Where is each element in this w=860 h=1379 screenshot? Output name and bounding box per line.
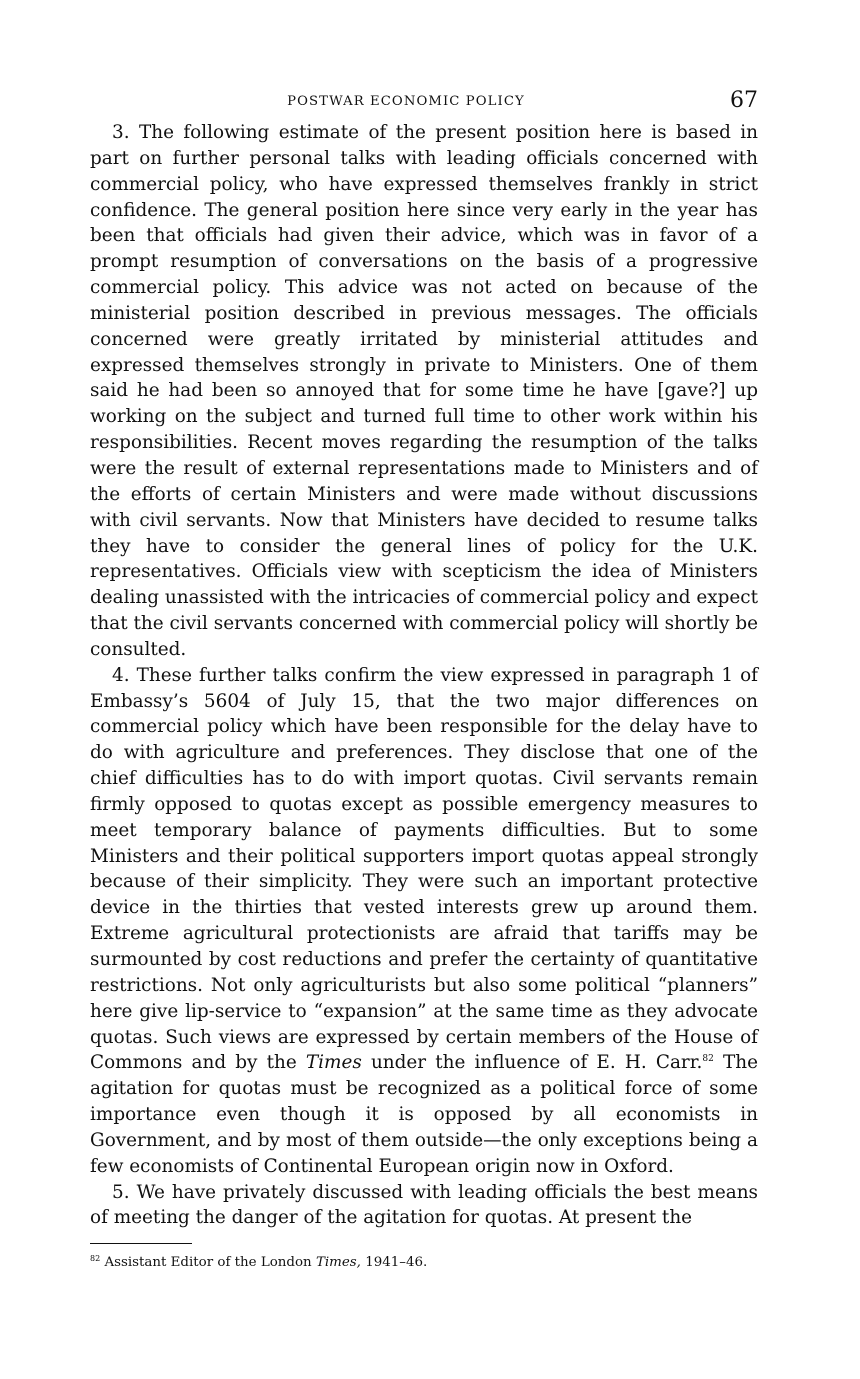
footnote-newspaper-title: Times, [315,1255,361,1271]
running-head [90,84,758,120]
page [90,84,758,1272]
paragraph-4-text-end: The agitation for quotas must be recognized as a political force of some importance even though it is opposed by all economists in Government, and by most of them outside—the only exceptions being a few economists of Continental European origin now in Oxford. [90,1052,758,1177]
paragraph-4-text-cont: under the influence of E. H. Carr. [370,1052,703,1074]
paragraph-4-text: 4. These further talks confirm the view expressed in paragraph 1 of Embassy’s 5604 of July 15, that the two major differences on commercial policy which have been responsible for the delay have to do with agriculture and preferences. They disclose that one of the chief difficulties has to do with import quotas. Civil servants remain firmly opposed to quotas except as possible emergency measures to meet temporary balance of payments difficulties. But to some Ministers and their political supporters import quotas appeal strongly because of their simplicity. They were such an important protective device in the thirties that vested interests grew up around them. Extreme agricultural protectionists are afraid that tariffs may be surmounted by cost reductions and prefer the certainty of quantitative restrictions. Not only agriculturists but also some political “planners” here give lip-service to “expansion” at the same time as they advocate quotas. Such views are expressed by certain members of the House of Commons and by the [90,664,758,1074]
footnote [90,1254,758,1272]
paragraph-3: 3. The following estimate of the present position here is based in part on further personal talks with leading officials concerned with commercial policy, who have expressed themselves frankly in strict confidence. The general position here since very early in the year has been that officials had given their advice, which was in favor of a prompt resumption of conversations on the basis of a progressive commercial policy. This advice was not acted on because of the ministerial position described in previous messages. The officials concerned were greatly irritated by ministerial attitudes and expressed themselves strongly in private to Ministers. One of them said he had been so annoyed that for some time he have [gave?] up working on the subject and turned full time to other work within his responsibilities. Recent moves regarding the resumption of the talks were the result of external representations made to Ministers and of the efforts of certain Ministers and were made without discussions with civil servants. Now that Ministers have decided to resume talks they have to consider the general lines of policy for the U.K. representatives. Officials view with scepticism the idea of Ministers dealing unassisted with the intricacies of commercial policy and expect that the civil servants concerned with commercial policy will shortly be consulted. [90,122,758,660]
body-text [90,120,758,1231]
running-title: POSTWAR ECONOMIC POLICY [287,94,525,109]
footnote-reference[interactable]: 82 [702,1054,714,1065]
paragraph-5: 5. We have privately discussed with leading officials the best means of meeting the danger of the agitation for quotas. At present the [90,1181,758,1229]
footnote-divider [90,1243,192,1244]
footnote-text: Assistant Editor of the London [104,1255,312,1271]
footnote-marker: 82 [90,1254,101,1264]
footnote-years: 1941–46. [365,1255,428,1271]
page-number: 67 [730,88,758,113]
paragraph-4 [90,663,758,1180]
newspaper-title: Times [305,1052,362,1074]
